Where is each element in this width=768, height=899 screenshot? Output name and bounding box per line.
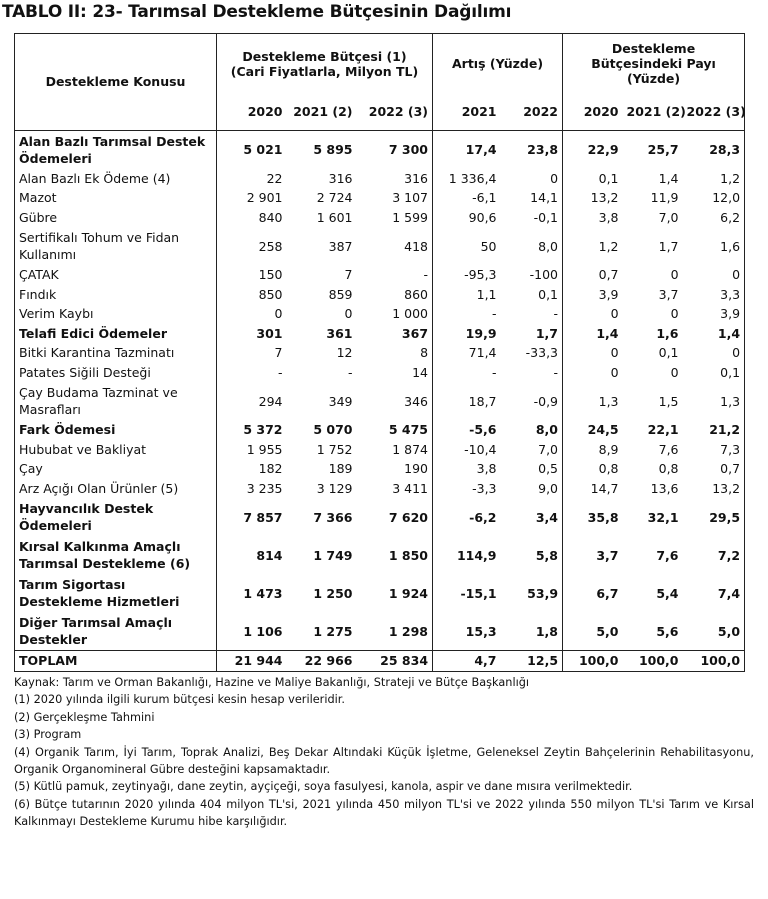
row-value: 1 599 [392, 209, 429, 225]
row-value: 2 901 [217, 188, 287, 208]
row-value: 850 [217, 285, 287, 305]
row-value: 3,3 [720, 286, 741, 302]
row-value: 14,1 [530, 190, 559, 206]
row-value: 0,1 [658, 345, 679, 361]
table-body [15, 130, 745, 671]
row-value: 3 107 [392, 190, 429, 206]
row-value: 346 [404, 393, 429, 409]
table-row [15, 498, 745, 536]
row-value: 5 021 [217, 130, 287, 169]
row-label: Fındık [19, 286, 57, 302]
row-value: 7 620 [388, 509, 429, 525]
row-value: 1 601 [316, 209, 353, 225]
table-row [15, 304, 745, 324]
row-value: 0,5 [538, 461, 559, 477]
row-value: 28,3 [709, 142, 741, 157]
row-value: 35,8 [563, 498, 623, 536]
row-label: Gübre [19, 209, 58, 225]
row-value: -95,3 [433, 265, 501, 285]
row-value: 859 [328, 286, 353, 302]
footnote: (2) Gerçekleşme Tahmini [14, 710, 155, 724]
footnote: (3) Program [14, 728, 82, 742]
row-value: 6,7 [563, 574, 623, 612]
row-value: 1,7 [658, 238, 679, 254]
row-value: 0 [732, 267, 741, 283]
row-label: Bitki Karantina Tazminatı [19, 345, 175, 361]
row-value: -0,9 [533, 393, 559, 409]
row-value: 13,2 [563, 188, 623, 208]
table-row [15, 227, 745, 265]
row-value: 22 [217, 169, 287, 189]
row-value: 21 944 [217, 651, 287, 672]
row-value: 190 [404, 461, 429, 477]
row-value: 814 [217, 536, 287, 574]
row-value: 1,2 [563, 227, 623, 265]
row-value: -100 [529, 267, 559, 283]
row-value: 1,4 [658, 170, 679, 186]
row-value: - [347, 364, 353, 380]
source-note: Kaynak: Tarım ve Orman Bakanlığı, Hazine ve Maliye Bakanlığı, Strateji ve Bütçe Başkanlığı [14, 676, 530, 689]
table-row [15, 651, 745, 672]
row-value: 0 [217, 304, 287, 324]
row-value: 0,8 [563, 459, 623, 479]
row-value: 387 [328, 238, 353, 254]
year-increase-2021: 2021 [433, 94, 501, 131]
year-budget-2022: 2022 (3) [368, 104, 429, 119]
row-value: 0 [563, 343, 623, 363]
row-value: -10,4 [433, 440, 501, 460]
table-row [15, 324, 745, 344]
row-value: 294 [217, 382, 287, 420]
table-row [15, 343, 745, 363]
row-value: 100,0 [638, 653, 679, 669]
header-topic: Destekleme Konusu [15, 34, 217, 131]
row-value: 0 [344, 306, 353, 322]
header-budget-line1: Destekleme Bütçesi (1) [242, 48, 407, 64]
row-value: 15,3 [433, 612, 501, 651]
row-value: 1,6 [720, 238, 741, 254]
row-value: 0,7 [563, 265, 623, 285]
row-value: 53,9 [527, 585, 559, 601]
row-value: 3,8 [433, 459, 501, 479]
row-value: 258 [217, 227, 287, 265]
row-value: 90,6 [433, 208, 501, 228]
row-value: 7 300 [388, 142, 429, 157]
row-value: 21,2 [709, 422, 741, 438]
row-label: Sertifikalı Tohum ve Fidan Kullanımı [19, 230, 180, 262]
row-value: 7,6 [656, 547, 679, 563]
row-value: 1 850 [388, 547, 429, 563]
row-value: - [423, 267, 429, 283]
row-value: 5,4 [656, 585, 679, 601]
row-value: 0,1 [563, 169, 623, 189]
row-value: 5 895 [313, 142, 353, 157]
row-value: 1 874 [392, 441, 429, 457]
row-value: 6,2 [720, 209, 741, 225]
row-value: 7,6 [658, 441, 679, 457]
row-value: 5,0 [717, 623, 741, 639]
footnote: (1) 2020 yılında ilgili kurum bütçesi kesin hesap verileridir. [14, 693, 345, 707]
header-share-line2: Bütçesindeki Payı [591, 56, 716, 72]
row-value: 13,2 [712, 480, 741, 496]
row-value: -5,6 [433, 420, 501, 440]
row-value: 12,5 [527, 653, 559, 669]
row-value: -6,2 [433, 498, 501, 536]
year-share-2022: 2022 (3) [686, 103, 746, 119]
row-value: 3,8 [563, 208, 623, 228]
row-value: 7,3 [720, 441, 741, 457]
header-share [563, 34, 745, 94]
table-row [15, 188, 745, 208]
row-value: 11,9 [650, 190, 679, 206]
year-budget-2021: 2021 (2) [293, 104, 353, 119]
row-label: Çay Budama Tazminat ve Masrafları [19, 385, 178, 417]
row-label: Alan Bazlı Ek Ödeme (4) [19, 170, 171, 186]
table-row [15, 169, 745, 189]
table-row [15, 363, 745, 383]
row-value: 3 411 [392, 480, 429, 496]
row-value: 3,9 [563, 285, 623, 305]
row-label: Kırsal Kalkınma Amaçlı Tarımsal Destekleme (6) [19, 539, 191, 571]
row-value: 840 [217, 208, 287, 228]
budget-table [14, 33, 745, 672]
row-value: 7,0 [538, 441, 559, 457]
row-value: 316 [328, 170, 353, 186]
row-value: 7 857 [217, 498, 287, 536]
row-value: 5,6 [656, 623, 679, 639]
row-label: TOPLAM [19, 653, 78, 669]
row-value: 0 [563, 304, 623, 324]
row-value: 7 [217, 343, 287, 363]
row-value: 50 [433, 227, 501, 265]
year-budget-2020: 2020 [217, 94, 287, 131]
row-label: Telafi Edici Ödemeler [19, 325, 167, 341]
row-value: 0,1 [538, 286, 559, 302]
row-value: 349 [328, 393, 353, 409]
row-value: 1 473 [217, 574, 287, 612]
row-value: 1,2 [720, 170, 741, 186]
row-value: -3,3 [433, 479, 501, 499]
row-value: 22,1 [647, 422, 679, 438]
row-value: 1 749 [313, 547, 353, 563]
table-row [15, 440, 745, 460]
row-value: 100,0 [700, 653, 741, 669]
row-value: 3,7 [658, 286, 679, 302]
table-row [15, 479, 745, 499]
table-row [15, 459, 745, 479]
row-value: - [433, 363, 501, 383]
table-row [15, 265, 745, 285]
row-value: 3 235 [217, 479, 287, 499]
row-label: Çay [19, 461, 43, 477]
row-value: 7,2 [717, 547, 741, 563]
row-label: Patates Siğili Desteği [19, 364, 151, 380]
row-value: 860 [404, 286, 429, 302]
row-label: Fark Ödemesi [19, 422, 116, 438]
row-value: 5 070 [313, 422, 353, 438]
row-value: -6,1 [433, 188, 501, 208]
row-value: 1 298 [388, 623, 429, 639]
row-value: 9,0 [538, 480, 559, 496]
row-value: - [433, 304, 501, 324]
row-value: 3 129 [316, 480, 353, 496]
row-value: 23,8 [527, 142, 559, 157]
row-value: 24,5 [563, 420, 623, 440]
row-value: 1 275 [313, 623, 353, 639]
header-budget [217, 34, 433, 94]
row-value: 0,8 [658, 461, 679, 477]
row-value: 0 [550, 170, 559, 186]
row-label: Tarım Sigortası Destekleme Hizmetleri [19, 577, 180, 609]
row-value: 418 [404, 238, 429, 254]
row-value: 7,0 [658, 209, 679, 225]
row-value: 12,0 [712, 190, 741, 206]
row-value: 0,1 [720, 364, 741, 380]
row-value: 18,7 [433, 382, 501, 420]
header-share-line3: (Yüzde) [626, 71, 681, 87]
row-value: 361 [326, 325, 353, 341]
row-value: 8,9 [563, 440, 623, 460]
row-value: - [217, 363, 287, 383]
row-value: 25,7 [647, 142, 679, 157]
row-value: 1,7 [535, 325, 559, 341]
table-row [15, 285, 745, 305]
footnote: (5) Kütlü pamuk, zeytinyağı, dane zeytin, ayçiçeği, soya fasulyesi, kanola, aspir ve dane mısıra verilmektedir. [14, 780, 633, 794]
row-value: 1,1 [433, 285, 501, 305]
row-value: 3,9 [720, 306, 741, 322]
footnote: (4) Organik Tarım, İyi Tarım, Toprak Analizi, Beş Dekar Altındaki Küçük İşletme, Geleneksel Zeytin Bahçelerinin Rehabilitasyonu, Organik Organomineral Gübre desteğini kapsamaktadır. [14, 745, 754, 777]
row-label: Alan Bazlı Tarımsal Destek Ödemeleri [19, 133, 206, 166]
row-value: 22,9 [563, 130, 623, 169]
year-increase-2022: 2022 [523, 104, 559, 119]
row-value: 32,1 [647, 509, 679, 525]
row-value: 1,4 [717, 325, 741, 341]
row-value: 150 [217, 265, 287, 285]
header-budget-line2: (Cari Fiyatlarla, Milyon TL) [230, 63, 419, 79]
row-label: Arz Açığı Olan Ürünler (5) [19, 480, 179, 496]
row-value: 8 [420, 345, 429, 361]
row-value: 5 372 [217, 420, 287, 440]
row-value: 8,0 [535, 422, 559, 438]
row-value: 0 [670, 267, 679, 283]
row-value: 0,7 [720, 461, 741, 477]
row-value: 7 366 [313, 509, 353, 525]
row-value: 1 955 [217, 440, 287, 460]
row-value: 12 [336, 345, 353, 361]
row-value: 1 250 [313, 585, 353, 601]
row-label: Diğer Tarımsal Amaçlı Destekler [19, 615, 173, 647]
row-label: Hububat ve Bakliyat [19, 441, 147, 457]
row-value: 5 475 [388, 422, 429, 438]
row-value: 1,5 [658, 393, 679, 409]
row-label: Mazot [19, 190, 57, 206]
row-value: 4,7 [433, 651, 501, 672]
row-label: ÇATAK [19, 267, 59, 283]
row-value: 14,7 [563, 479, 623, 499]
year-share-2021: 2021 (2) [626, 103, 686, 119]
row-value: 0 [670, 306, 679, 322]
header-increase: Artış (Yüzde) [433, 34, 563, 94]
table-row [15, 208, 745, 228]
row-value: 2 724 [316, 190, 353, 206]
table-row [15, 420, 745, 440]
row-value: -15,1 [433, 574, 501, 612]
table-row [15, 612, 745, 651]
row-value: 1,3 [720, 393, 741, 409]
table-row [15, 574, 745, 612]
row-value: - [553, 364, 559, 380]
row-value: 100,0 [563, 651, 623, 672]
row-value: 7 [344, 267, 353, 283]
row-value: 1 000 [392, 306, 429, 322]
row-value: 316 [404, 170, 429, 186]
row-value: 1,4 [563, 324, 623, 344]
row-value: 367 [401, 325, 429, 341]
row-value: 17,4 [433, 130, 501, 169]
table-title: TABLO II: 23- Tarımsal Destekleme Bütçesinin Dağılımı [2, 2, 512, 22]
table-row [15, 536, 745, 574]
row-value: 1 752 [316, 441, 353, 457]
row-value: -0,1 [533, 209, 559, 225]
row-value: 1 336,4 [433, 169, 501, 189]
row-value: 301 [217, 324, 287, 344]
row-value: 7,4 [717, 585, 741, 601]
footnotes [14, 674, 754, 831]
row-value: 0 [732, 345, 741, 361]
row-value: 1,3 [563, 382, 623, 420]
row-value: 13,6 [650, 480, 679, 496]
row-value: 114,9 [433, 536, 501, 574]
row-value: 25 834 [380, 653, 429, 669]
row-value: 1,6 [656, 325, 679, 341]
row-value: 3,7 [563, 536, 623, 574]
row-value: 22 966 [304, 653, 353, 669]
row-value: 1 924 [388, 585, 429, 601]
row-value: 189 [328, 461, 353, 477]
row-value: 0 [563, 363, 623, 383]
header-share-line1: Destekleme [611, 41, 696, 57]
row-label: Hayvancılık Destek Ödemeleri [19, 501, 154, 533]
table-row [15, 382, 745, 420]
row-value: 1 106 [217, 612, 287, 651]
row-value: 29,5 [709, 509, 741, 525]
year-share-2020: 2020 [563, 94, 623, 131]
row-value: 5,0 [563, 612, 623, 651]
footnote: (6) Bütçe tutarının 2020 yılında 404 milyon TL'si, 2021 yılında 450 milyon TL'si ve 2022 yılında 550 milyon TL'si Tarım ve Kırsal Kalkınmayı Destekleme Kurumu hibe karşılığıdır. [14, 797, 754, 829]
row-value: 0 [670, 364, 679, 380]
row-value: 8,0 [538, 238, 559, 254]
row-value: 14 [412, 364, 429, 380]
table-row [15, 130, 745, 169]
row-value: -33,3 [525, 345, 559, 361]
row-value: - [553, 306, 559, 322]
row-value: 19,9 [433, 324, 501, 344]
row-value: 182 [217, 459, 287, 479]
row-label: Verim Kaybı [19, 306, 94, 322]
row-value: 1,8 [535, 623, 559, 639]
row-value: 5,8 [535, 547, 559, 563]
row-value: 71,4 [433, 343, 501, 363]
row-value: 3,4 [535, 509, 559, 525]
